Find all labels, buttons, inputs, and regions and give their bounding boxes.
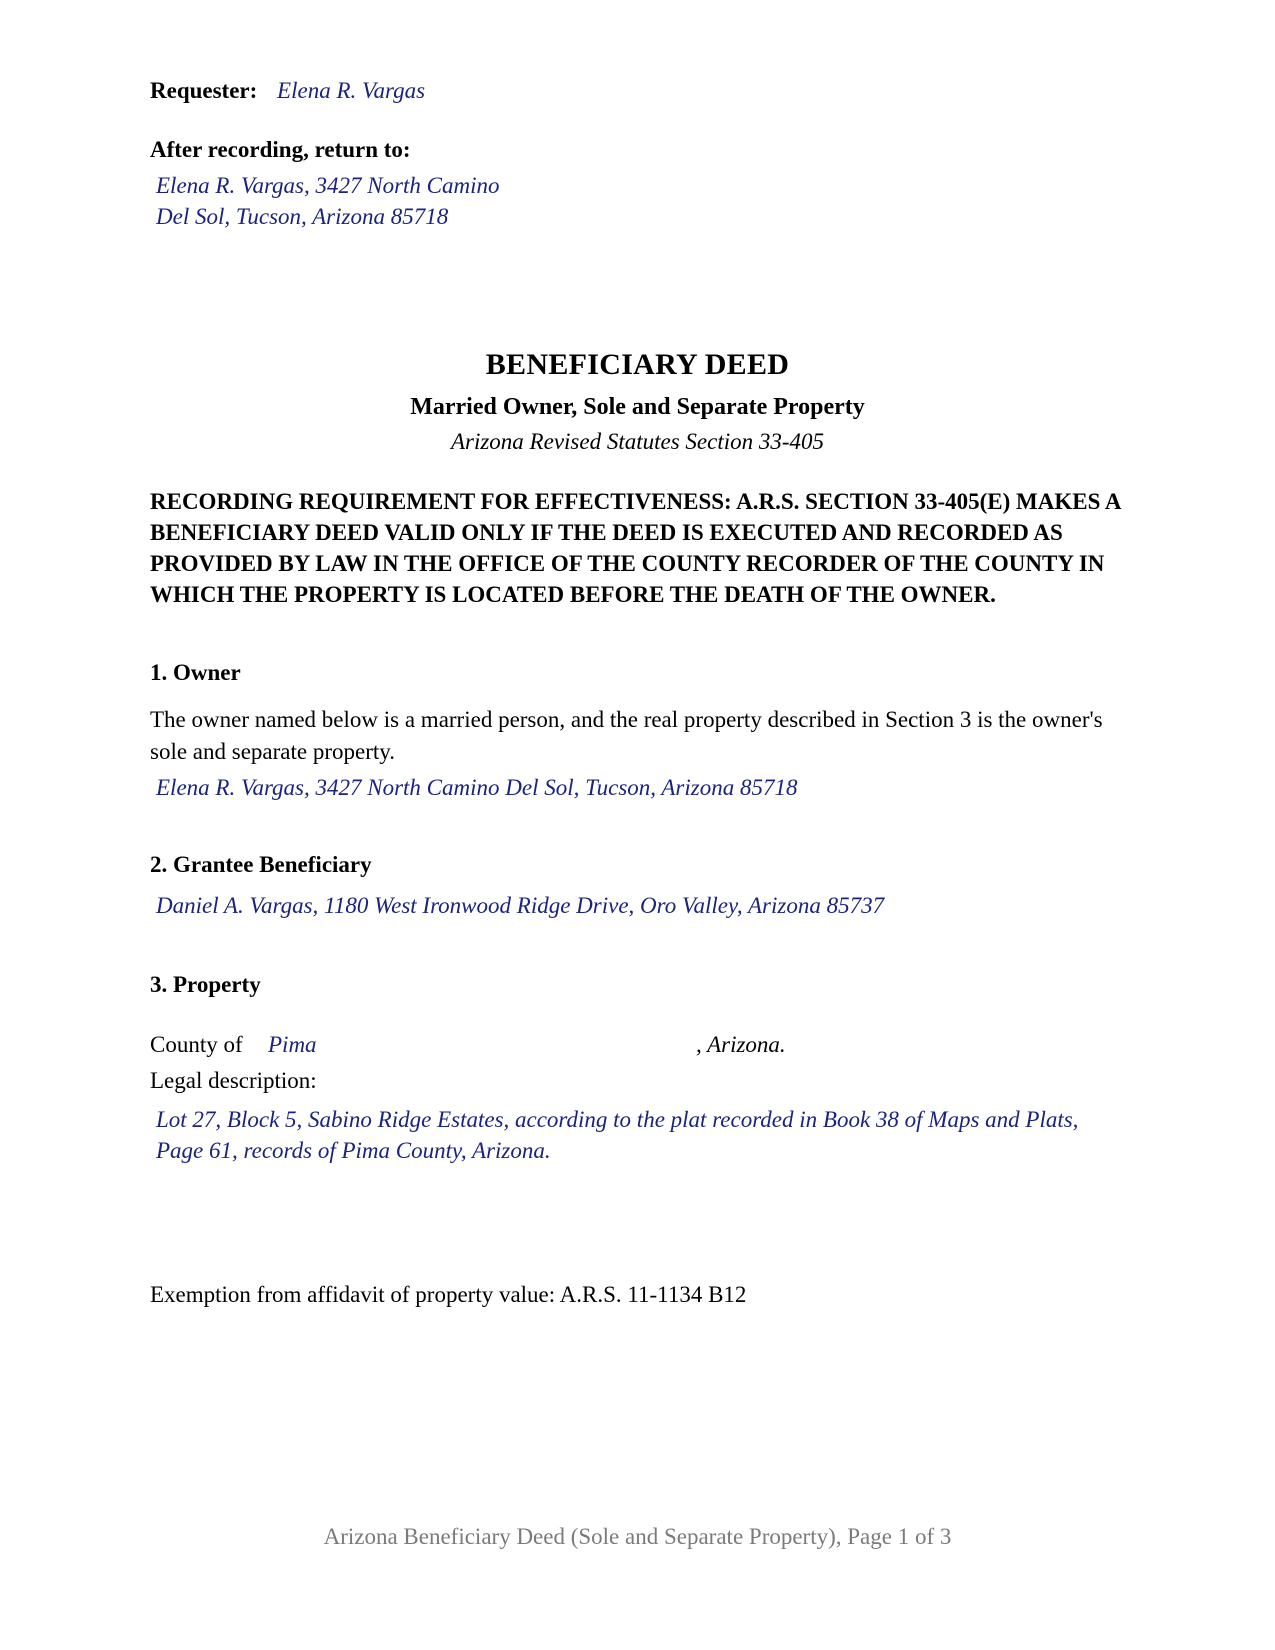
county-value: Pima bbox=[268, 1032, 317, 1057]
owner-value: Elena R. Vargas, 3427 North Camino Del Sol, Tucson, Arizona 85718 bbox=[156, 775, 798, 800]
document-title: BENEFICIARY DEED bbox=[485, 348, 790, 381]
recording-requirement-notice: RECORDING REQUIREMENT FOR EFFECTIVENESS: A.R.S. SECTION 33-405(E) MAKES A BENEFICIARY DEED VALID ONLY IF THE DEED IS EXECUTED AND RECORDED AS PROVIDED BY LAW IN THE OFFICE OF THE COUNTY RECORDER OF THE COUNTY IN WHICH THE PROPERTY IS LOCATED BEFORE THE DEATH OF THE OWNER. bbox=[150, 489, 1121, 607]
grantee-section-heading: 2. Grantee Beneficiary bbox=[150, 852, 372, 877]
requester-row bbox=[150, 78, 425, 104]
return-to-label: After recording, return to: bbox=[150, 137, 411, 162]
property-section-heading: 3. Property bbox=[150, 972, 261, 997]
legal-description-label: Legal description: bbox=[150, 1068, 317, 1093]
grantee-value: Daniel A. Vargas, 1180 West Ironwood Ridge Drive, Oro Valley, Arizona 85737 bbox=[156, 893, 885, 918]
legal-description-value: Lot 27, Block 5, Sabino Ridge Estates, according to the plat recorded in Book 38 of Maps and Plats, Page 61, records of Pima County, Arizona. bbox=[156, 1107, 1079, 1163]
return-to-address: Elena R. Vargas, 3427 North Camino Del Sol, Tucson, Arizona 85718 bbox=[156, 173, 500, 229]
owner-section-heading: 1. Owner bbox=[150, 660, 241, 685]
requester-label: Requester: bbox=[150, 78, 258, 103]
county-label: County of bbox=[150, 1032, 243, 1057]
document-subtitle: Married Owner, Sole and Separate Property bbox=[410, 394, 865, 420]
requester-name: Elena R. Vargas bbox=[277, 78, 426, 103]
exemption-statement: Exemption from affidavit of property value: A.R.S. 11-1134 B12 bbox=[150, 1282, 747, 1307]
owner-description: The owner named below is a married person, and the real property described in Section 3 is the owner's sole and separate property. bbox=[150, 707, 1103, 764]
statute-reference: Arizona Revised Statutes Section 33-405 bbox=[450, 429, 825, 454]
county-suffix: , Arizona. bbox=[696, 1032, 786, 1057]
page-footer: Arizona Beneficiary Deed (Sole and Separate Property), Page 1 of 3 bbox=[323, 1524, 952, 1549]
title-block bbox=[0, 348, 1275, 455]
county-row bbox=[150, 1032, 1130, 1064]
